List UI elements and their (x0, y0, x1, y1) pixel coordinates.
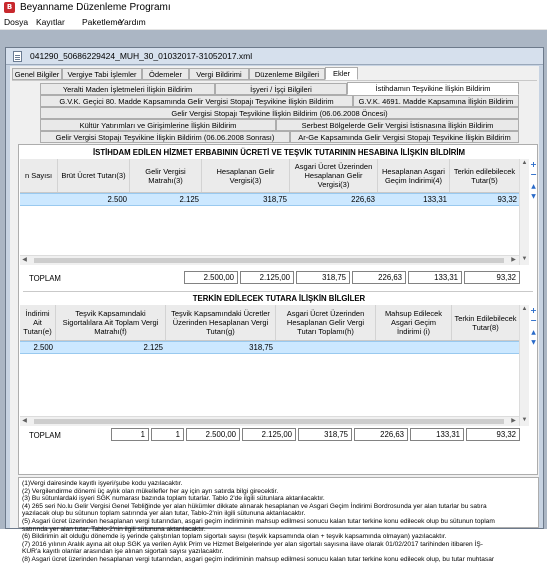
menu-bar (0, 16, 547, 30)
document-client-area (10, 66, 539, 563)
menu-dosya[interactable]: Dosya (4, 17, 29, 27)
section2-title: TERKİN EDİLECEK TUTARA İLİŞKİN BİLGİLER (192, 294, 366, 303)
menu-yardim[interactable]: Yardım (119, 17, 146, 27)
tab-duzenleme-bilgileri[interactable]: Düzenleme Bilgileri (249, 68, 325, 80)
document-window-title-bar[interactable] (6, 48, 543, 65)
s1-col-asgari-gecim-indirimi: Hesaplanan Asgari Geçim İndirimi(4) (378, 159, 450, 192)
footnote-line: (7) 2016 yılının Aralık ayına ait olup SGK ya verilen Aylık Prim ve Hizmet Belgelerinde yer alan sigortalı sayısına ilave olarak 01/02/2017 tarihinden itibaren İŞ- (22, 540, 483, 548)
footnote-line: (6) Bildirimin ait olduğu dönemde iş yerinde çalıştırılan toplam sigortalı sayısı (teşvik kapsamında olan + teşvik kapsamında olmayan) yazılacaktır. (22, 533, 447, 541)
s1-cell-matrah[interactable]: 2.125 (179, 195, 199, 204)
subtab-stopaj-sonra[interactable]: Gelir Vergisi Stopajı Teşvikine İlişkin Bildirim (06.06.2008 Sonrası) (40, 131, 290, 143)
scroll-down-icon[interactable]: ▼ (521, 417, 528, 423)
s2-col-tesvik-matrah: Teşvik Kapsamındaki Sigortalılara Ait Toplam Vergi Matrahı(f) (56, 305, 166, 340)
footnote-line: (2) Vergilendirme dönemi üç aylık olan mükellefler her ay için ayrı satırda bilgi girecektir. (22, 487, 279, 495)
document-icon (13, 51, 22, 62)
section1-grid-header (20, 159, 520, 193)
footnote-line: KUR'a kayıtlı olanlar arasından işe alınan sigortalı sayısı yazılacaktır. (22, 548, 224, 556)
subtab-arge[interactable]: Ar-Ge Kapsamında Gelir Vergisi Stopajı Teşvikine İlişkin Bildirim (290, 131, 519, 143)
minus-icon[interactable]: − (530, 316, 537, 325)
scroll-up-icon[interactable]: ▲ (521, 160, 528, 166)
s1-total-vergi: 318,75 (296, 271, 350, 284)
s1-cell-asgari-gecim[interactable]: 133,31 (423, 195, 447, 204)
s1-cell-brut-ucret[interactable]: 2.500 (107, 195, 127, 204)
footnote-line: (3) Bu sütunlardaki işyeri SGK numarası bazında toplam tutarlar. Tablo 2'de ilgili sütunlara aktarılacaktır. (22, 495, 325, 503)
scroll-thumb[interactable] (34, 258, 504, 263)
scroll-left-icon[interactable]: ◀ (22, 257, 27, 263)
section1-vertical-scrollbar[interactable] (519, 159, 529, 265)
subtab-4691[interactable]: G.V.K. 4691. Madde Kapsamına İlişkin Bildirim (353, 95, 519, 107)
s1-total-asgari-gecim: 133,31 (408, 271, 462, 284)
section2-grid-empty-area (20, 354, 520, 416)
app-logo-icon: B (4, 2, 15, 13)
document-window-title: 041290_50686229424_MUH_30_01032017-31052017.xml (30, 51, 253, 61)
subtab-istihdam-tesvik[interactable]: İstihdamın Teşvikine İlişkin Bildirim (347, 82, 519, 95)
s1-col-hesaplanan-gelir-vergisi: Hesaplanan Gelir Vergisi(3) (202, 159, 290, 192)
s2-cell-asgari-gecim-ait[interactable]: 2.500 (33, 343, 53, 352)
s2-col-terkin: Terkin Edilebilecek Tutar(8) (452, 305, 520, 340)
section1-title: İSTİHDAM EDİLEN HİZMET ERBABININ ÜCRETİ VE TEŞVİK TUTARININ HESABINA İLİŞKİN BİLDİRİM (92, 148, 466, 157)
subtab-yeralti-maden[interactable]: Yeralti Maden İşletmeleri İlişkin Bildirim (40, 83, 215, 95)
s1-col-brut-ucret: Brüt Ücret Tutarı(3) (58, 159, 130, 192)
section1-grid-empty-area (20, 206, 520, 255)
footnote-line: (5) Asgari ücret üzerinden hesaplanan vergi tutarından, asgari geçim indiriminin mahsup edilmesi sonucu kalan tutar terkine konu edilecek olup bu sütunun toplam (22, 517, 495, 525)
scroll-down-icon[interactable]: ▼ (521, 256, 528, 262)
section2-grid-header (20, 305, 520, 341)
s1-col-gelir-vergisi-matrahi: Gelir Vergisi Matrahı(3) (130, 159, 202, 192)
s2-total-asgari-vergi: 226,63 (354, 428, 408, 441)
tab-vergi-bildirimi[interactable]: Vergi Bildirimi (189, 68, 249, 80)
s1-col-terkin-tutar: Terkin edilebilecek Tutar(5) (450, 159, 520, 192)
s2-col-asgari-gecim-ait: İndirimi Ait Tutarı(e) (20, 305, 56, 340)
section2-row[interactable] (20, 341, 520, 354)
app-title: Beyanname Düzenleme Programı (20, 2, 171, 13)
s2-cell-mahsup[interactable] (376, 342, 452, 353)
section-divider (23, 291, 533, 292)
s2-cell-terkin[interactable] (452, 342, 520, 353)
s2-total-matrah: 2.125,00 (242, 428, 296, 441)
scroll-right-icon[interactable]: ▶ (511, 257, 516, 263)
footnotes-box (18, 477, 539, 563)
s1-total-brut: 2.500,00 (184, 271, 238, 284)
section2-total-label: TOPLAM (29, 431, 61, 440)
tab-ekler[interactable]: Ekler (325, 67, 358, 80)
s1-total-terkin: 93,32 (464, 271, 520, 284)
s2-total-vergi: 318,75 (298, 428, 352, 441)
section2-horizontal-scrollbar[interactable] (20, 416, 519, 426)
s1-col-asgari-ucret-gelir-vergisi: Asgari Ücret Üzerinden Hesaplanan Gelir Vergisi(3) (290, 159, 378, 192)
plus-icon[interactable]: + (530, 160, 537, 169)
scroll-right-icon[interactable]: ▶ (511, 418, 516, 424)
s1-cell-calisan-sayisi[interactable] (20, 194, 58, 205)
s2-cell-matrah[interactable]: 2.125 (143, 343, 163, 352)
menu-kayitlar[interactable]: Kayıtlar (36, 17, 65, 27)
s1-cell-terkin[interactable]: 93,32 (497, 195, 517, 204)
subtab-gecici-80[interactable]: G.V.K. Geçici 80. Madde Kapsamında Gelir Vergisi Stopajı Teşvikine İlişkin Bildirim (40, 95, 353, 107)
s2-col-asgari-vergi-toplam: Asgari Ücret Üzerinden Hesaplanan Gelir Vergi Tutarı Toplamı(h) (276, 305, 376, 340)
footnote-line: (4) 265 seri No.lu Gelir Vergisi Genel Tebliğinde yer alan hükümler dikkate alınarak hesaplanan ve Asgari Geçim İndirimi Bordrosunda yer alan tutarlar bu satıra (22, 502, 487, 510)
s2-col-tesvik-vergi: Teşvik Kapsamındaki Ücretler Üzerinden Hesaplanan Vergi Tutarı(g) (166, 305, 276, 340)
tab-vergiye-tabi-islemler[interactable]: Vergiye Tabi İşlemler (62, 68, 142, 80)
minus-icon[interactable]: − (530, 170, 537, 179)
s1-col-calisan-sayisi: n Sayısı (20, 159, 58, 192)
tab-odemeler[interactable]: Ödemeler (142, 68, 189, 80)
plus-icon[interactable]: + (530, 306, 537, 315)
s1-total-matrah: 2.125,00 (240, 271, 294, 284)
section2-vertical-scrollbar[interactable] (519, 305, 529, 426)
arrow-down-icon[interactable]: ▼ (531, 339, 536, 346)
subtab-serbest-bolge[interactable]: Serbest Bölgelerde Gelir Vergisi İstisnasına İlişkin Bildirim (276, 119, 519, 131)
scroll-left-icon[interactable]: ◀ (22, 418, 27, 424)
subtab-kultur[interactable]: Kültür Yatırımları ve Girişimlerine İlişkin Bildirim (40, 119, 276, 131)
subtab-isyeri-isci[interactable]: İşyeri / İşçi Bilgileri (215, 83, 347, 95)
document-window (5, 47, 544, 563)
s2-total-isyeri: 1 (111, 428, 149, 441)
footnote-line: yazılacak olup bu sütunun toplam satırında yer alan tutar, Tablo-2'nin ilgili sütununa aktarılacaktır. (22, 510, 306, 518)
scroll-thumb[interactable] (34, 419, 504, 424)
s2-total-terkin: 93,32 (466, 428, 520, 441)
section1-row[interactable] (20, 193, 520, 206)
subtab-stopaj-once[interactable]: Gelir Vergisi Stopajı Teşvikine İlişkin Bildirim (06.06.2008 Öncesi) (40, 107, 519, 119)
s1-cell-asgari-vergi[interactable]: 226,63 (351, 195, 375, 204)
mdi-workspace (0, 30, 547, 563)
s2-cell-asgari-vergi[interactable] (276, 342, 376, 353)
s2-total-mahsup: 133,31 (410, 428, 464, 441)
arrow-down-icon[interactable]: ▼ (531, 193, 536, 200)
s2-total-sigortali: 1 (151, 428, 184, 441)
footnote-line: satırında yer alan tutar, Tablo-2'nin ilgili sütununa aktarılacaktır. (22, 525, 206, 533)
footnote-line: (8) Asgari ücret üzerinden hesaplanan vergi tutarından, asgari geçim indiriminin mahsup edilmesi sonucu kalan tutar terkine konu edilecek olup, bu tutar muhtasar (22, 555, 495, 563)
section1-horizontal-scrollbar[interactable] (20, 255, 519, 265)
s1-total-asgari-vergi: 226,63 (352, 271, 406, 284)
menu-paketleme[interactable]: Paketleme (82, 17, 123, 27)
scroll-up-icon[interactable]: ▲ (521, 306, 528, 312)
tab-genel-bilgiler[interactable]: Genel Bilgiler (12, 68, 62, 80)
footnote-line: (1)Vergi dairesinde kayıtlı işyeri/şube kodu yazılacaktır. (22, 480, 183, 487)
s1-cell-hesaplanan-vergi[interactable]: 318,75 (263, 195, 287, 204)
s2-col-mahsup-asgari: Mahsup Edilecek Asgari Geçim İndirimi (i) (376, 305, 452, 340)
app-title-bar (0, 0, 547, 16)
arrow-up-icon[interactable]: ▲ (531, 183, 536, 190)
tab-strip-divider (12, 80, 537, 81)
s2-total-brut: 2.500,00 (186, 428, 240, 441)
arrow-up-icon[interactable]: ▲ (531, 329, 536, 336)
istihdam-panel (18, 144, 538, 475)
section1-total-label: TOPLAM (29, 274, 61, 283)
s2-cell-vergi[interactable]: 318,75 (249, 343, 273, 352)
